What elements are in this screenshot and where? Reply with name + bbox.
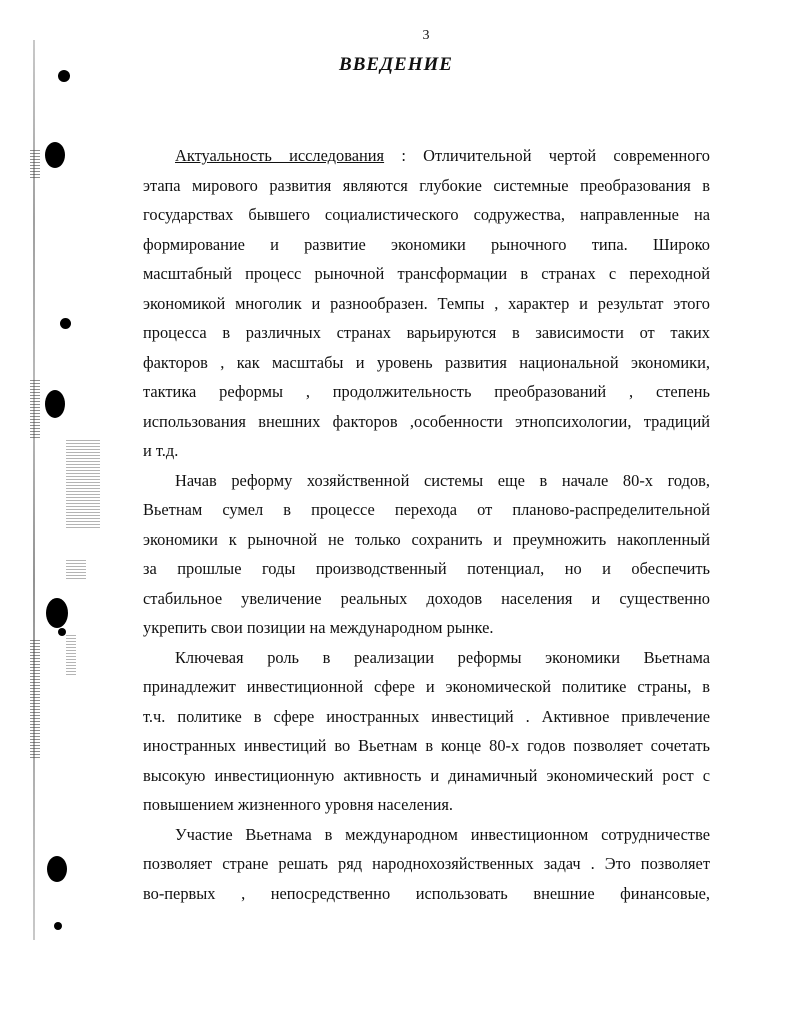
text-line: стабильное увеличение реальных доходов населения и существенно [143, 588, 710, 608]
body-text [143, 141, 710, 908]
punch-hole [45, 390, 65, 418]
text-line: экономики к рыночной не только сохранить и преумножить накопленный [143, 529, 710, 549]
punch-hole [45, 142, 65, 168]
binder-mark [66, 635, 76, 675]
text-line: укрепить свои позиции на международном рынке. [143, 618, 494, 637]
text-line: Ключевая роль в реализации реформы экономики Вьетнама [175, 647, 710, 667]
text-line: Участие Вьетнама в международном инвестиционном сотрудничестве [175, 824, 710, 844]
text-line: за прошлые годы производственный потенциал, но и обеспечить [143, 559, 710, 578]
scan-noise [30, 150, 40, 180]
text-line: факторов , как масштабы и уровень развития национальной экономики, [143, 352, 710, 372]
text-line [143, 141, 710, 171]
punch-hole [58, 628, 66, 636]
text-line: принадлежит инвестиционной сфере и экономической политике страны, в [143, 677, 710, 696]
text-line: повышением жизненного уровня населения. [143, 795, 454, 814]
text-line: этапа мирового развития являются глубокие системные преобразования в [143, 175, 710, 195]
scan-noise [30, 640, 40, 760]
punch-hole [47, 856, 67, 882]
scan-noise [30, 380, 40, 440]
binder-mark [66, 560, 86, 580]
text-line: процесса в различных странах варьируются в зависимости от таких [143, 323, 710, 342]
page-number: 3 [422, 28, 430, 43]
paragraph-relevance [143, 141, 710, 466]
text-line: экономикой многолик и разнообразен. Темпы , характер и результат этого [143, 293, 710, 313]
binder-mark [66, 440, 100, 530]
paragraph-key-role [143, 643, 710, 820]
paragraph-participation [143, 820, 710, 909]
text-line: т.ч. политике в сфере иностранных инвестиций . Активное привлечение [143, 706, 710, 726]
text-line: масштабный процесс рыночной трансформации в странах с переходной [143, 264, 710, 283]
punch-hole [60, 318, 71, 329]
page-title: ВВЕДЕНИЕ [339, 54, 453, 75]
text-line: использования внешних факторов ,особенности этнопсихологии, традиций [143, 411, 710, 431]
text-line: Вьетнам сумел в процессе перехода от планово-распределительной [143, 500, 710, 519]
text-line: высокую инвестиционную активность и динамичный экономический рост с [143, 765, 710, 785]
text-line: и т.д. [143, 441, 179, 460]
text-line: во-первых , непосредственно использовать внешние финансовые, [143, 883, 710, 903]
text-line: позволяет стране решать ряд народнохозяйственных задач . Это позволяет [143, 854, 710, 873]
punch-hole [46, 598, 68, 628]
punch-hole [54, 922, 62, 930]
text-line-rest: : Отличительной чертой современного [384, 146, 710, 165]
text-line: формирование и развитие экономики рыночного типа. Широко [143, 234, 710, 254]
text-line: тактика реформы , продолжительность преобразований , степень [143, 382, 710, 401]
relevance-label: Актуальность исследования [175, 146, 385, 165]
text-line: государствах бывшего социалистического содружества, направленные на [143, 205, 710, 224]
paragraph-reform [143, 466, 710, 643]
text-line: иностранных инвестиций во Вьетнам в конце 80-х годов позволяет сочетать [143, 736, 710, 755]
text-line: Начав реформу хозяйственной системы еще в начале 80-х годов, [175, 470, 710, 490]
